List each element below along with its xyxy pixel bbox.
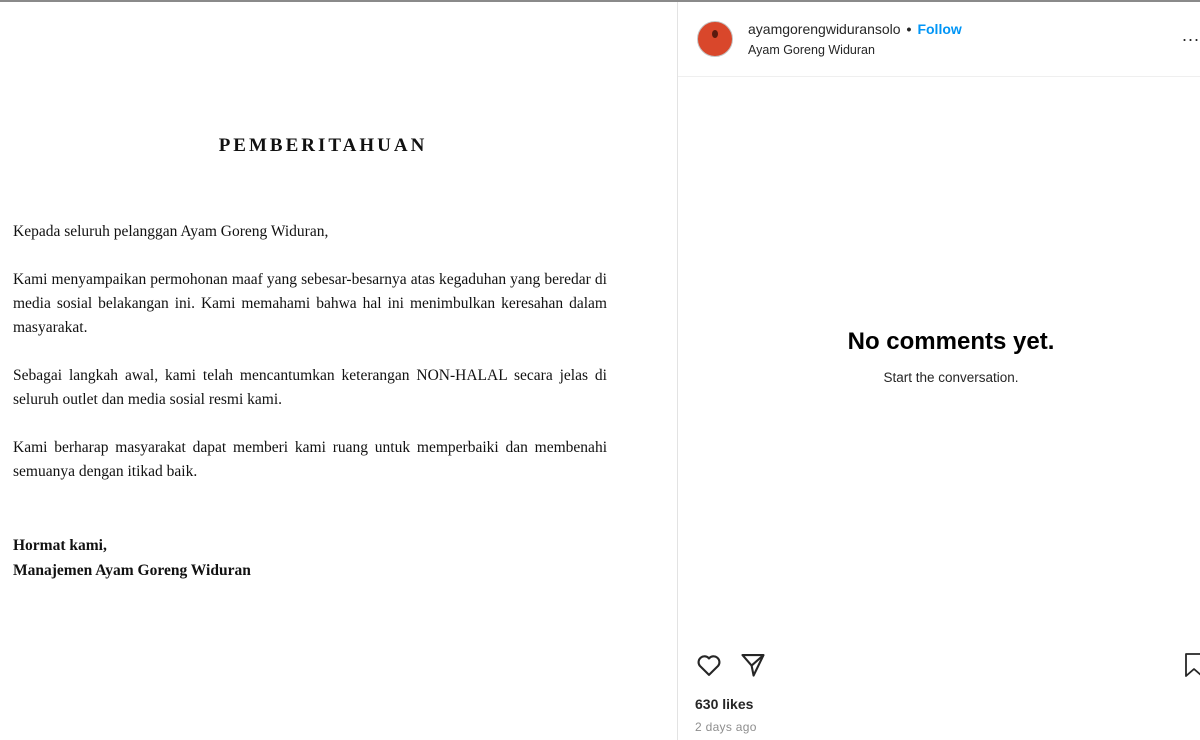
- follow-button[interactable]: Follow: [917, 21, 962, 37]
- bookmark-icon[interactable]: [1184, 651, 1200, 679]
- action-bar: [678, 640, 1200, 740]
- notice-closing: [13, 533, 251, 583]
- notice-paragraph: Kami berharap masyarakat dapat memberi kami ruang untuk memperbaiki dan membenahi semuanya dengan itikad baik.: [13, 439, 607, 480]
- username-row: [748, 21, 962, 37]
- send-icon[interactable]: [739, 651, 767, 679]
- post-image[interactable]: [0, 2, 677, 740]
- notice-paragraph: Sebagai langkah awal, kami telah mencantumkan keterangan NON-HALAL secara jelas di seluruh outlet dan media sosial resmi kami.: [13, 367, 607, 408]
- avatar[interactable]: [697, 21, 733, 57]
- username-link[interactable]: ayamgorengwiduransolo: [748, 21, 901, 37]
- more-options-icon[interactable]: ...: [1181, 25, 1200, 45]
- likes-count[interactable]: 630 likes: [695, 696, 754, 712]
- separator-dot: •: [906, 21, 912, 37]
- notice-closing-line: Hormat kami,: [13, 537, 107, 554]
- heart-icon[interactable]: [695, 651, 723, 679]
- notice-title: PEMBERITAHUAN: [218, 135, 428, 156]
- no-comments-title: No comments yet.: [847, 328, 1055, 355]
- notice-greeting: Kepada seluruh pelanggan Ayam Goreng Widuran,: [13, 223, 329, 240]
- no-comments-subtitle: Start the conversation.: [883, 370, 1019, 385]
- account-subtitle[interactable]: Ayam Goreng Widuran: [748, 43, 875, 57]
- post-header: [678, 2, 1200, 77]
- notice-signature: Manajemen Ayam Goreng Widuran: [13, 562, 251, 579]
- comments-section: [678, 78, 1200, 638]
- notice-paragraph: Kami menyampaikan permohonan maaf yang sebesar-besarnya atas kegaduhan yang beredar di media sosial belakangan ini. Kami memahami bahwa hal ini menimbulkan keresahan dalam masyarakat.: [13, 271, 607, 336]
- post-timestamp[interactable]: 2 days ago: [695, 720, 757, 734]
